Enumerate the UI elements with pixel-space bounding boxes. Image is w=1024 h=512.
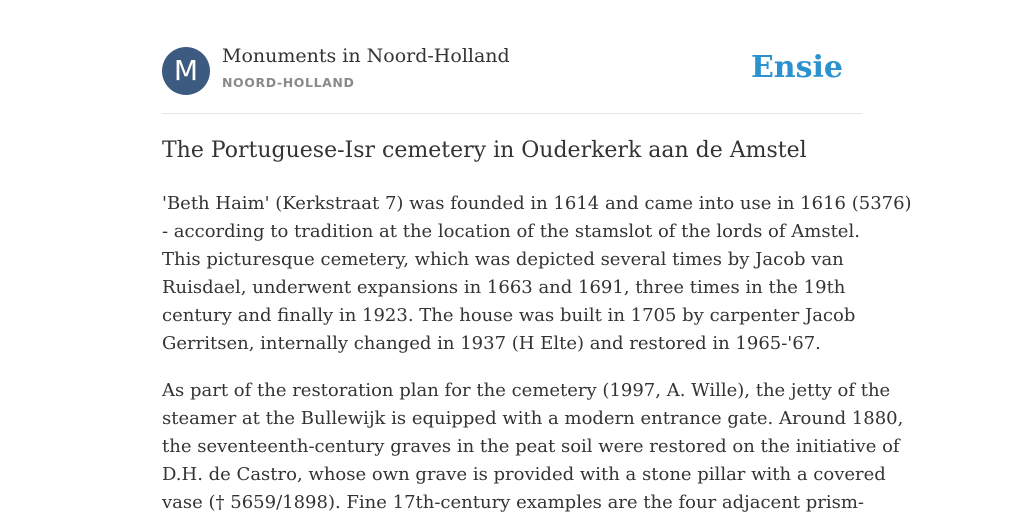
paragraph-line: 'Beth Haim' (Kerkstraat 7) was founded in 1614 and came into use in 1616 (5376)	[162, 193, 912, 214]
article-paragraph	[162, 377, 904, 512]
article-paragraph	[162, 190, 912, 358]
paragraph-line: century and finally in 1923. The house was built in 1705 by carpenter Jacob	[162, 305, 856, 326]
paragraph-line: the seventeenth-century graves in the peat soil were restored on the initiative of	[162, 436, 900, 457]
paragraph-line: D.H. de Castro, whose own grave is provided with a stone pillar with a covered	[162, 464, 886, 485]
channel-subtitle[interactable]: NOORD-HOLLAND	[222, 75, 355, 90]
paragraph-line: Ruisdael, underwent expansions in 1663 and 1691, three times in the 19th	[162, 277, 846, 298]
paragraph-line: Gerritsen, internally changed in 1937 (H Elte) and restored in 1965-'67.	[162, 333, 821, 354]
paragraph-line: vase († 5659/1898). Fine 17th-century examples are the four adjacent prism-	[162, 492, 865, 512]
paragraph-line: - according to tradition at the location of the stamslot of the lords of Amstel.	[162, 221, 860, 242]
article-title: The Portuguese-Isr cemetery in Ouderkerk aan de Amstel	[162, 138, 807, 163]
content-column	[162, 0, 912, 512]
avatar[interactable]: M	[162, 47, 210, 95]
ensie-logo[interactable]: Ensie	[750, 50, 843, 85]
channel-title[interactable]: Monuments in Noord-Holland	[222, 45, 510, 67]
channel-header	[162, 0, 862, 114]
paragraph-line: This picturesque cemetery, which was depicted several times by Jacob van	[162, 249, 844, 270]
paragraph-line: steamer at the Bullewijk is equipped with a modern entrance gate. Around 1880,	[162, 408, 904, 429]
paragraph-line: As part of the restoration plan for the cemetery (1997, A. Wille), the jetty of the	[162, 380, 891, 401]
